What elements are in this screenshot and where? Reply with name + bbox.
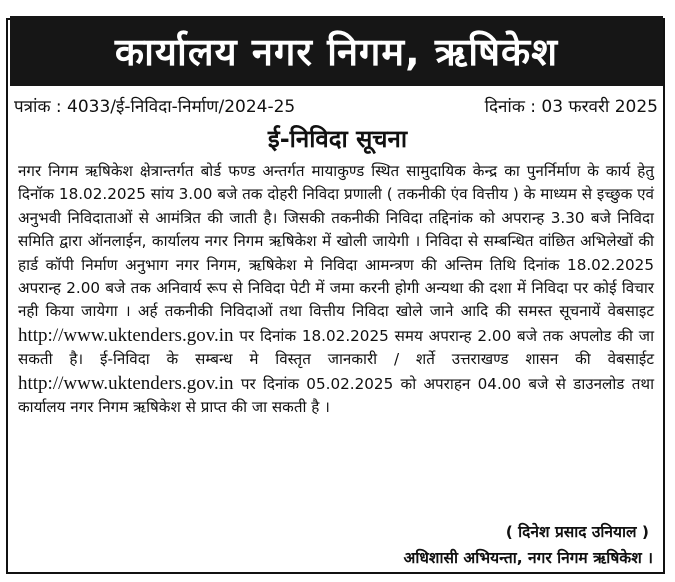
body-part-1: नगर निगम ऋषिकेश क्षेत्रान्तर्गत बोर्ड फण्ड अन्तर्गत मायाकुण्ड स्थित सामुदायिक केन्द्र का पुनर्निर्माण के कार्य हेतु दिनॉक 18.02.2025 सांय 3.00 बजे तक दोहरी निविदा प्रणाली ( तकनीकी एंव वित्तीय ) के माध्यम से इच्छुक एवं अनुभवी निविदाताओं से आमंत्रित की जाती है। जिसकी तकनीकी निविदा तद्दिनांक को अपरान्ह 3.30 बजे निविदा समिति द्वारा ऑनलाईन, कार्यालय नगर निगम ऋषिकेश में खोली जायेगी । निविदा से सम्बन्धित वांछित अभिलेखों की हार्ड कॉपी निर्माण अनुभाग नगर निगम, ऋषिकेश मे निविदा आमन्त्रण की अन्तिम तिथि दिनांक 18.02.2025 अपरान्ह 2.00 बजे तक अनिवार्य रूप से निविदा पेटी में जमा करनी होगी अन्यथा की दशा में निविदा पर कोई विचार नही किया जायेगा । अर्ह तकनीकी निविदाओं तथा वित्तीय निविदा खोले जाने आदि की समस्त सूचनायें वेबसाइट bbox=[18, 162, 654, 321]
notice-date: दिनांक : 03 फरवरी 2025 bbox=[484, 96, 658, 117]
body-part-3: पर दिनांक 05.02.2025 को अपराहन 04.00 बजे से डाउनलोड तथा कार्यालय नगर निगम ऋषिकेश से प्राप्त की जा सकती है । bbox=[18, 374, 654, 417]
tender-website-link-1[interactable]: http://www.uktenders.gov.in bbox=[18, 324, 234, 346]
signatory-designation: अधिशासी अभियन्ता, नगर निगम ऋषिकेश । bbox=[403, 549, 653, 567]
notice-body bbox=[18, 160, 654, 419]
letter-number: पत्रांक : 4033/ई-निविदा-निर्माण/2024-25 bbox=[14, 96, 296, 117]
body-part-2: पर दिनांक 18.02.2025 समय अपरान्ह 2.00 बजे तक अपलोड की जा सकती है। ई-निविदा के सम्बन्ध मे विस्तृत जानकारी / शर्ते उत्तराखण्ड शासन की वेबसाईट bbox=[18, 326, 654, 369]
reference-line bbox=[14, 93, 658, 117]
office-title: कार्यालय नगर निगम, ऋषिकेश bbox=[10, 16, 663, 86]
tender-website-link-2[interactable]: http://www.uktenders.gov.in bbox=[18, 372, 234, 394]
notice-subject: ई-निविदा सूचना bbox=[267, 125, 408, 153]
signatory-name: ( दिनेश प्रसाद उनियाल ) bbox=[505, 523, 649, 541]
